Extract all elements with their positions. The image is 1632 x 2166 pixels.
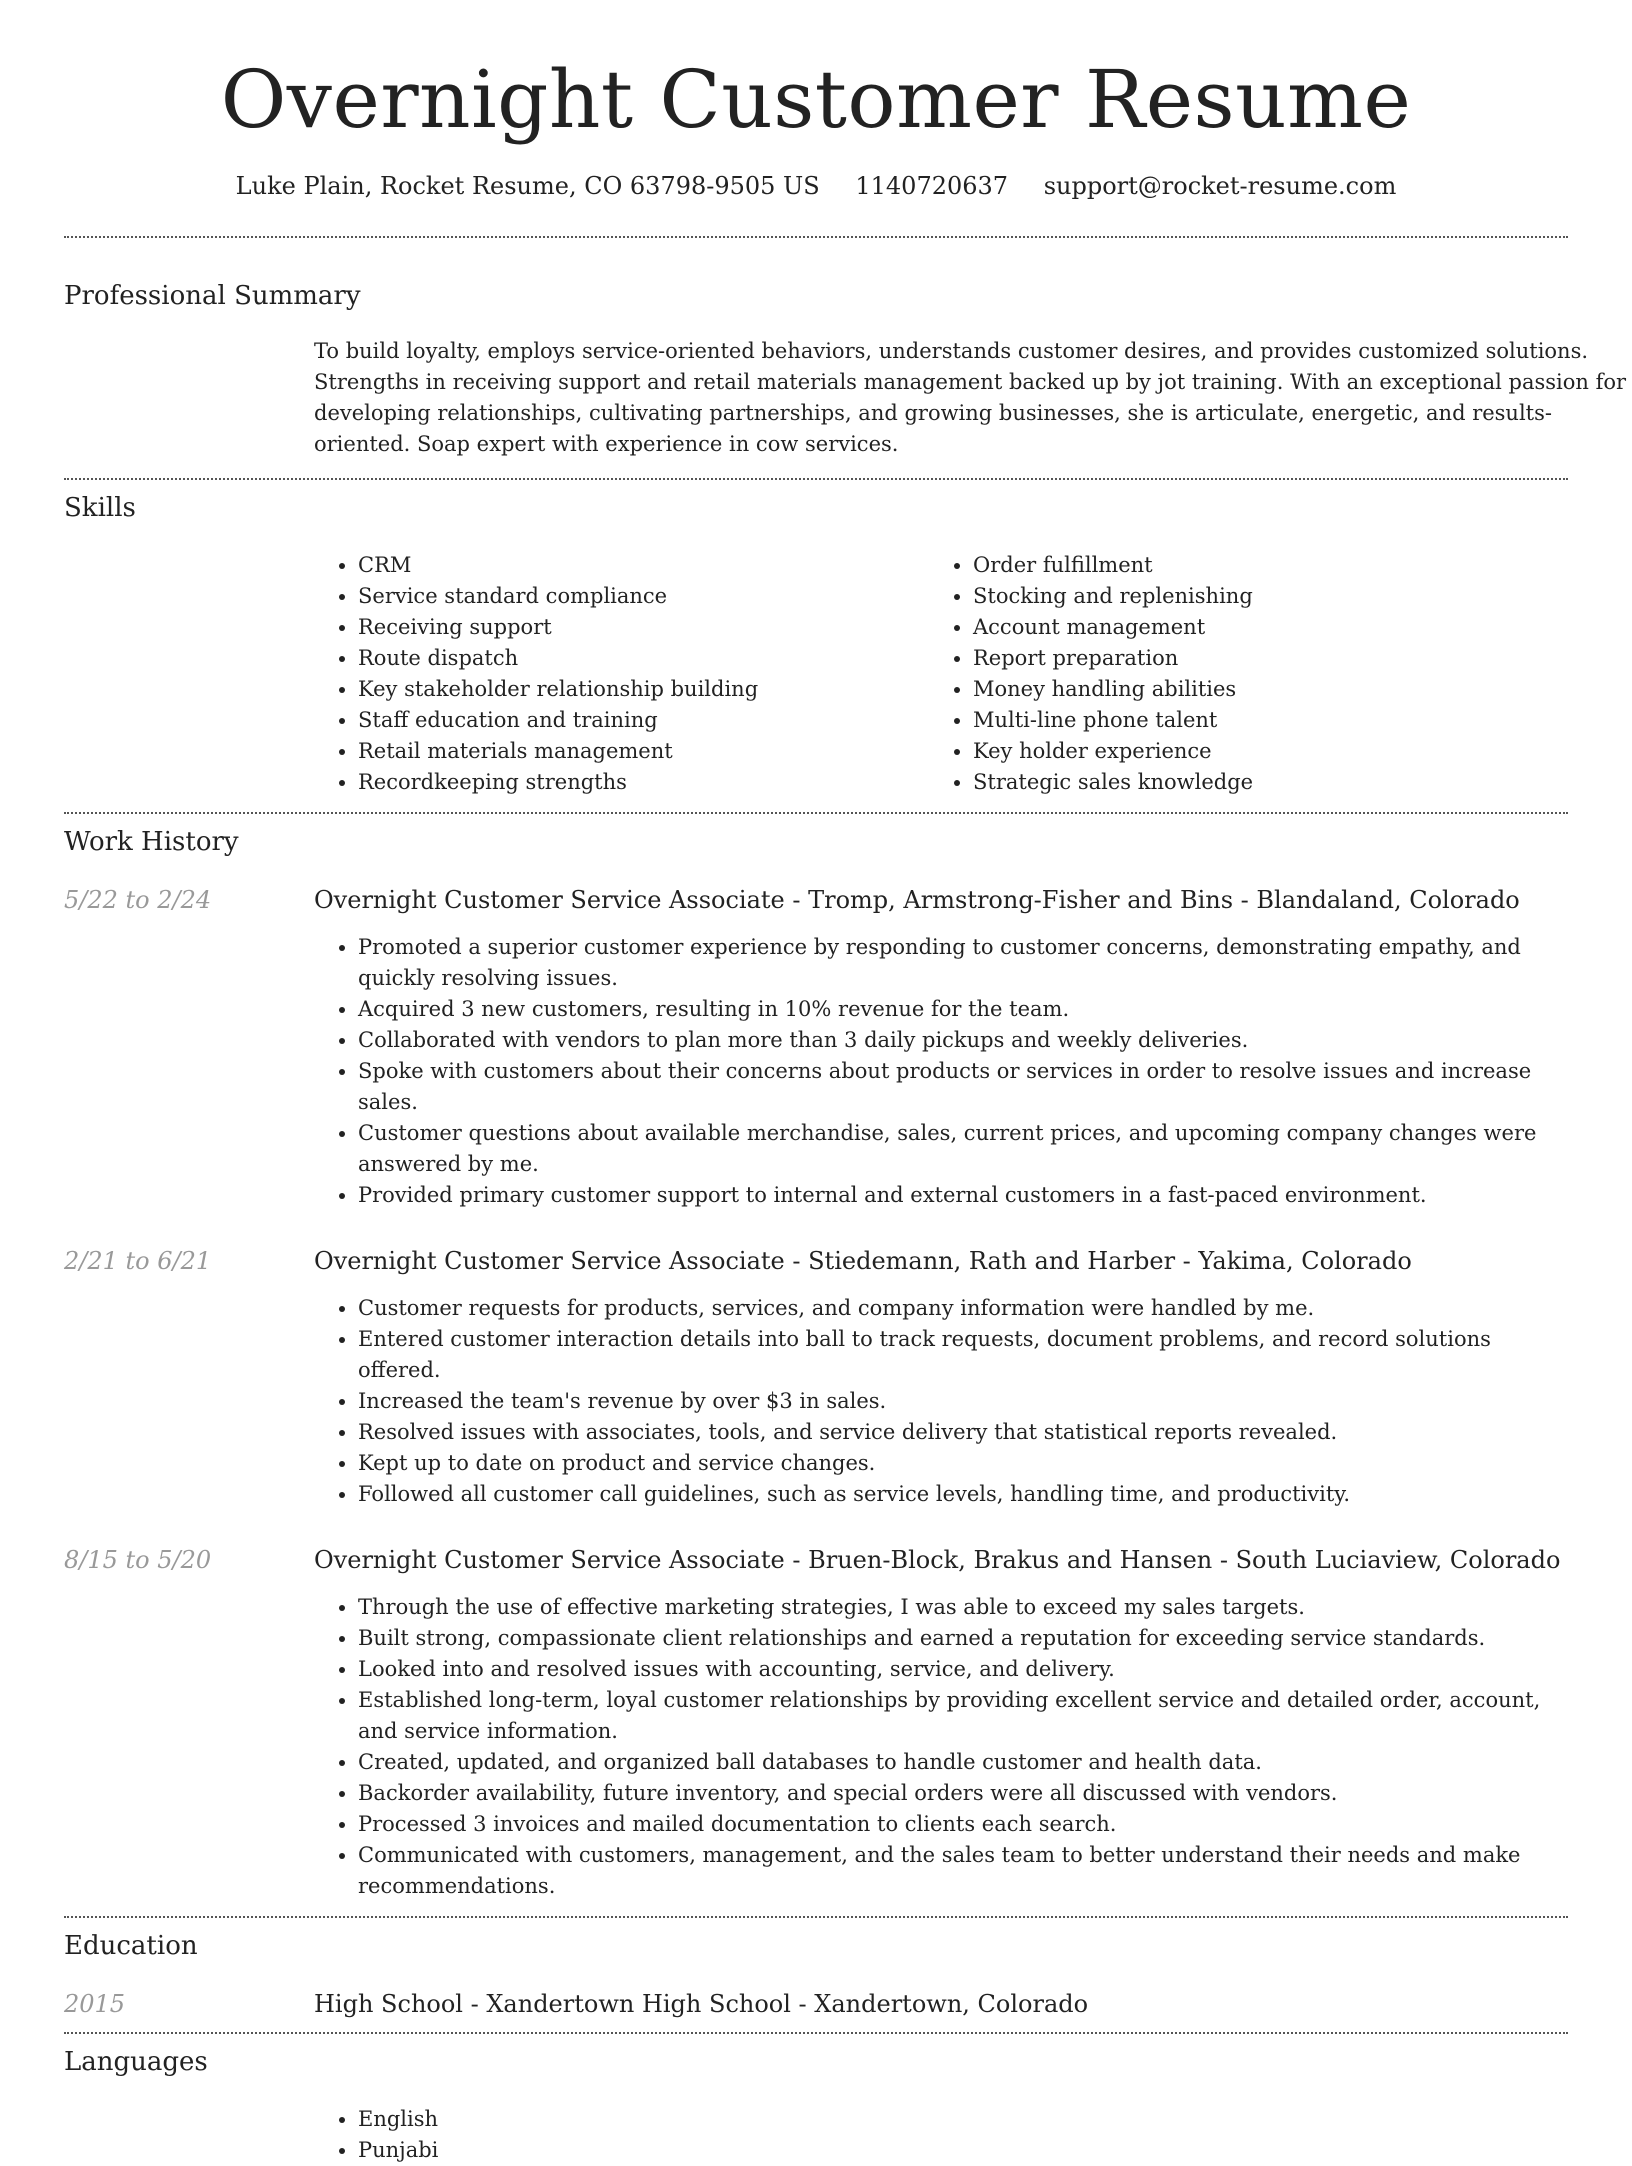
work-history-heading: Work History [64,827,239,857]
skill-item: • Service standard compliance [358,581,929,612]
skill-item: • Staff education and training [358,705,929,736]
education-year: 2015 [64,1990,126,2018]
job-header [64,884,1568,916]
job-bullet: • Followed all customer call guidelines, such as service levels, handling time, and productivity. [358,1479,1568,1510]
job-bullet: • Processed 3 invoices and mailed documentation to clients each search. [358,1809,1568,1840]
job-dates: 2/21 to 6/21 [64,1247,212,1275]
skill-item: • Key holder experience [973,736,1544,767]
skill-item: • Stocking and replenishing [973,581,1544,612]
skill-item: • Report preparation [973,643,1544,674]
job-dates: 8/15 to 5/20 [64,1546,212,1574]
job-bullet: • Created, updated, and organized ball databases to handle customer and health data. [358,1747,1568,1778]
languages-heading: Languages [64,2047,208,2077]
job-title: Overnight Customer Service Associate - Stiedemann, Rath and Harber - Yakima, Colorado [314,1247,1412,1275]
job-bullet: • Through the use of effective marketing strategies, I was able to exceed my sales targets. [358,1592,1568,1623]
contact-email: support@rocket-resume.com [1043,172,1397,200]
skill-item: • Receiving support [358,612,929,643]
job-bullet: • Built strong, compassionate client relationships and earned a reputation for exceeding service standards. [358,1623,1568,1654]
skills-heading: Skills [64,493,136,523]
job-title: Overnight Customer Service Associate - Tromp, Armstrong-Fisher and Bins - Blandaland, Colorado [314,886,1520,914]
job-entry [64,1245,1568,1510]
job-bullet: • Customer requests for products, services, and company information were handled by me. [358,1293,1568,1324]
job-header [64,1544,1568,1576]
contact-line [64,170,1568,202]
job-entry [64,884,1568,1211]
job-bullets [314,932,1568,1211]
job-bullet: • Established long-term, loyal customer relationships by providing excellent service and detailed order, account, and service information. [358,1685,1568,1747]
job-bullet: • Acquired 3 new customers, resulting in 10% revenue for the team. [358,994,1568,1025]
education-heading: Education [64,1931,198,1961]
skill-item: • Route dispatch [358,643,929,674]
language-item: • Punjabi [358,2135,1568,2166]
job-bullet: • Resolved issues with associates, tools, and service delivery that statistical reports revealed. [358,1417,1568,1448]
contact-address: Luke Plain, Rocket Resume, CO 63798-9505 US [235,172,820,200]
education-detail: High School - Xandertown High School - Xandertown, Colorado [314,1990,1089,2018]
job-bullet: • Customer questions about available merchandise, sales, current prices, and upcoming company changes were answered by me. [358,1118,1568,1180]
skill-item: • Money handling abilities [973,674,1544,705]
job-header [64,1245,1568,1277]
job-bullet: • Provided primary customer support to internal and external customers in a fast-paced environment. [358,1180,1568,1211]
job-bullets [314,1592,1568,1902]
job-bullet: • Collaborated with vendors to plan more than 3 daily pickups and weekly deliveries. [358,1025,1568,1056]
job-title: Overnight Customer Service Associate - Bruen-Block, Brakus and Hansen - South Luciaview, Colorado [314,1546,1561,1574]
summary-text: To build loyalty, employs service-oriented behaviors, understands customer desires, and provides customized solutions. Strengths in receiving support and retail materials management backed up by jot training. With an exceptional passion for developing relationships, cultivating partnerships, and growing businesses, she is articulate, energetic, and results-oriented. Soap expert with experience in cow services. [314,339,1627,456]
skill-item: • Order fulfillment [973,550,1544,581]
job-bullet: • Looked into and resolved issues with accounting, service, and delivery. [358,1654,1568,1685]
skills-right-list [929,550,1544,798]
job-bullets [314,1293,1568,1510]
summary-heading: Professional Summary [64,281,361,311]
skill-item: • CRM [358,550,929,581]
job-dates: 5/22 to 2/24 [64,886,212,914]
job-bullet: • Backorder availability, future inventory, and special orders were all discussed with vendors. [358,1778,1568,1809]
resume-title: Overnight Customer Resume [220,53,1412,146]
skill-item: • Multi-line phone talent [973,705,1544,736]
skills-columns [314,550,1568,798]
contact-phone: 1140720637 [855,172,1009,200]
languages-list [314,2104,1568,2166]
job-entry [64,1544,1568,1902]
skill-item: • Account management [973,612,1544,643]
skill-item: • Strategic sales knowledge [973,767,1544,798]
job-bullet: • Communicated with customers, management, and the sales team to better understand their needs and make recommendations. [358,1840,1568,1902]
language-item: • English [358,2104,1568,2135]
skill-item: • Key stakeholder relationship building [358,674,929,705]
job-bullet: • Kept up to date on product and service changes. [358,1448,1568,1479]
skill-item: • Retail materials management [358,736,929,767]
skills-left-list [314,550,929,798]
job-bullet: • Spoke with customers about their concerns about products or services in order to resolve issues and increase sales. [358,1056,1568,1118]
skill-item: • Recordkeeping strengths [358,767,929,798]
job-bullet: • Increased the team's revenue by over $3 in sales. [358,1386,1568,1417]
job-bullet: • Promoted a superior customer experience by responding to customer concerns, demonstrating empathy, and quickly resolving issues. [358,932,1568,994]
job-bullet: • Entered customer interaction details into ball to track requests, document problems, and record solutions offered. [358,1324,1568,1386]
education-entry [64,1988,1568,2020]
